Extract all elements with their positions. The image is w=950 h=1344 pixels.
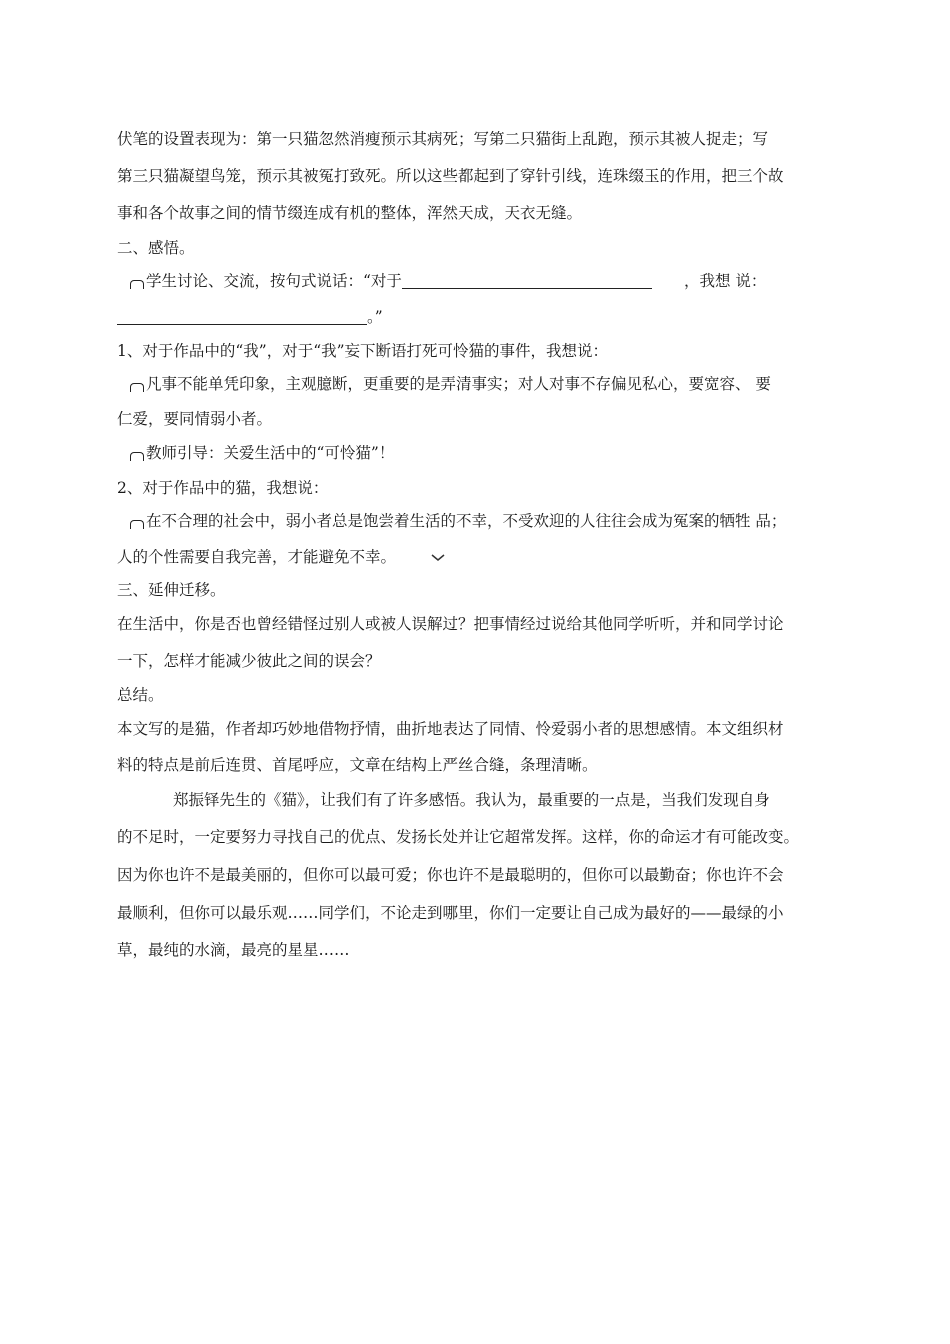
fill-blank (402, 272, 652, 289)
paragraph-line: 的不足时，一定要努力寻找自己的优点、发扬长处并让它超常发挥。这样，你的命运才有可能改变。 (117, 828, 800, 846)
paragraph-line: 因为你也许不是最美丽的，但你可以最可爱；你也许不是最聪明的，但你可以最勤奋；你也许不会 (117, 866, 784, 884)
section-heading-summary: 总结。 (117, 686, 164, 704)
line-text: 凡事不能单凭印象，主观臆断，更重要的是弄清事实；对人对事不存偏见私心，要宽容、 要 (146, 375, 771, 393)
prompt-close: 。” (367, 308, 383, 326)
chevron-down-icon (431, 553, 445, 563)
paragraph-line: 本文写的是猫，作者却巧妙地借物抒情，曲折地表达了同情、怜爱弱小者的思想感情。本文组织材 (117, 720, 784, 738)
paragraph-line: 人的个性需要自我完善，才能避免不幸。 (117, 548, 397, 566)
paragraph-line: 2、对于作品中的猫，我想说： (117, 479, 329, 497)
paragraph-line: 事和各个故事之间的情节缀连成有机的整体，浑然天成，天衣无缝。 (117, 204, 583, 222)
bullet-mark-icon (130, 520, 144, 529)
sentence-pattern-line-2 (117, 306, 383, 328)
paragraph-line: 最顺利，但你可以最乐观……同学们，不论走到哪里，你们一定要让自己成为最好的——最绿的小 (117, 904, 784, 922)
fill-blank (117, 308, 367, 325)
paragraph-line (130, 510, 786, 532)
paragraph-line: 在生活中，你是否也曾经错怪过别人或被人误解过？把事情经过说给其他同学听听，并和同学讨论 (117, 615, 784, 633)
paragraph-line: 草，最纯的水滴，最亮的星星…… (117, 941, 350, 959)
bullet-mark-icon (130, 452, 144, 461)
section-heading-extension: 三、延伸迁移。 (117, 581, 226, 599)
paragraph-line: 伏笔的设置表现为：第一只猫忽然消瘦预示其病死；写第二只猫街上乱跑，预示其被人捉走；写 (117, 130, 769, 148)
paragraph-line: 1、对于作品中的“我”，对于“我”妄下断语打死可怜猫的事件，我想说： (117, 342, 609, 360)
paragraph-line: 第三只猫凝望鸟笼，预示其被冤打致死。所以这些都起到了穿针引线，连珠缀玉的作用，把三个故 (117, 167, 784, 185)
bullet-mark-icon (130, 383, 144, 392)
paragraph-line: 一下，怎样才能减少彼此之间的误会？ (117, 652, 381, 670)
paragraph-line (130, 442, 394, 464)
prompt-text: 学生讨论、交流，按句式说话：“对于 (146, 272, 402, 290)
line-text: 教师引导：关爱生活中的“可怜猫”！ (146, 444, 395, 462)
paragraph-line: 仁爱，要同情弱小者。 (117, 410, 273, 428)
section-heading-insight: 二、感悟。 (117, 239, 195, 257)
paragraph-line: 料的特点是前后连贯、首尾呼应，文章在结构上严丝合缝，条理清晰。 (117, 756, 598, 774)
line-text: 在不合理的社会中，弱小者总是饱尝着生活的不幸，不受欢迎的人往往会成为冤案的牺牲 品； (146, 512, 787, 530)
sentence-pattern-line (130, 270, 766, 292)
prompt-text-end: ，我想 说： (683, 272, 767, 290)
bullet-mark-icon (130, 280, 144, 289)
paragraph-line: 郑振铎先生的《猫》，让我们有了许多感悟。我认为，最重要的一点是，当我们发现自身 (173, 791, 770, 809)
paragraph-line (130, 373, 771, 395)
